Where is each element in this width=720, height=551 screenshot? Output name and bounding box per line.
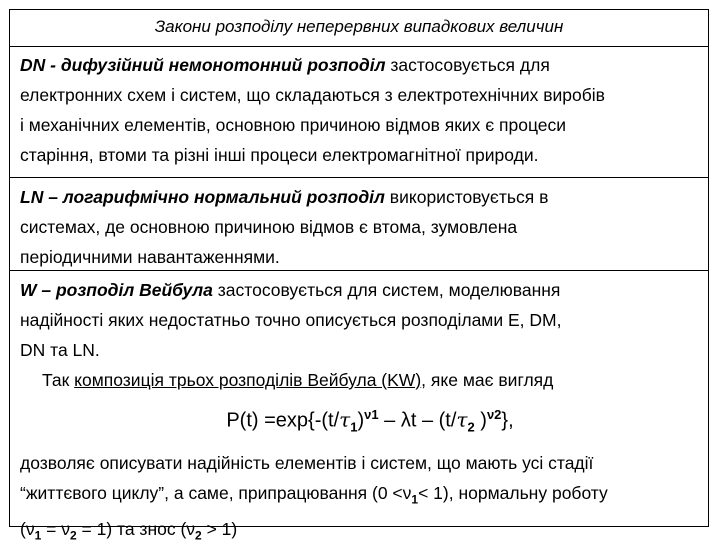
w-line-3: DN та LN.: [20, 340, 100, 360]
kw-line: Так композиція трьох розподілів Вейбула (KW), яке має вигляд: [42, 370, 554, 390]
ln-line-2: системах, де основною причиною відмов є втома, зумовлена: [20, 217, 518, 237]
dn-line-2: електронних схем і систем, що складаються з електротехнічних виробів: [20, 85, 605, 105]
section-ln: [10, 178, 708, 271]
tau-symbol: τ: [339, 407, 351, 432]
weibull-description: [20, 448, 700, 551]
w-line-2: надійності яких недостатньо точно описується розподілами E, DM,: [20, 310, 562, 330]
section-w: [10, 271, 708, 543]
dn-line-1: DN - дифузійний немонотонний розподіл застосовується для: [20, 55, 550, 75]
slide-frame: [9, 9, 709, 543]
ln-term: LN – логарифмічно нормальний розподіл: [20, 187, 385, 207]
desc-line-1: дозволяє описувати надійність елементів і систем, що мають усі стадії: [20, 452, 594, 473]
desc-line-3: $(\nu_1 = \nu_2 = 1)$ та знос $(\nu_2 > 1)$: [20, 519, 238, 543]
weibull-formula: $P(t) =\exp\{-(t/\tau_1)^{\nu 1} - \lambda t - (t/\tau_2$ )$^{\nu 2}$},: [226, 407, 514, 435]
kw-link: композиція трьох розподілів Вейбула (KW): [74, 370, 422, 390]
dn-term: DN - дифузійний немонотонний розподіл: [20, 55, 386, 75]
dn-line-4: старіння, втоми та різні інші процеси електромагнітної природи.: [20, 145, 539, 165]
w-term: W – розподіл Вейбула: [20, 280, 213, 300]
w-line-1: W – розподіл Вейбула застосовується для систем, моделювання: [20, 280, 561, 300]
ln-line-3: періодичними навантаженнями.: [20, 247, 280, 267]
dn-line-3: і механічних елементів, основною причиною відмов яких є процеси: [20, 115, 567, 135]
ln-line-1: LN – логарифмічно нормальний розподіл використовується в: [20, 187, 549, 207]
slide-title: Закони розподілу неперервних випадкових величин: [10, 10, 708, 47]
desc-line-2: “життєвого циклу”, а саме, припрацювання $(0 <\nu_1< 1)$, нормальну роботу: [20, 482, 608, 507]
tau-symbol-2: τ: [456, 407, 468, 432]
section-dn: [10, 46, 708, 178]
